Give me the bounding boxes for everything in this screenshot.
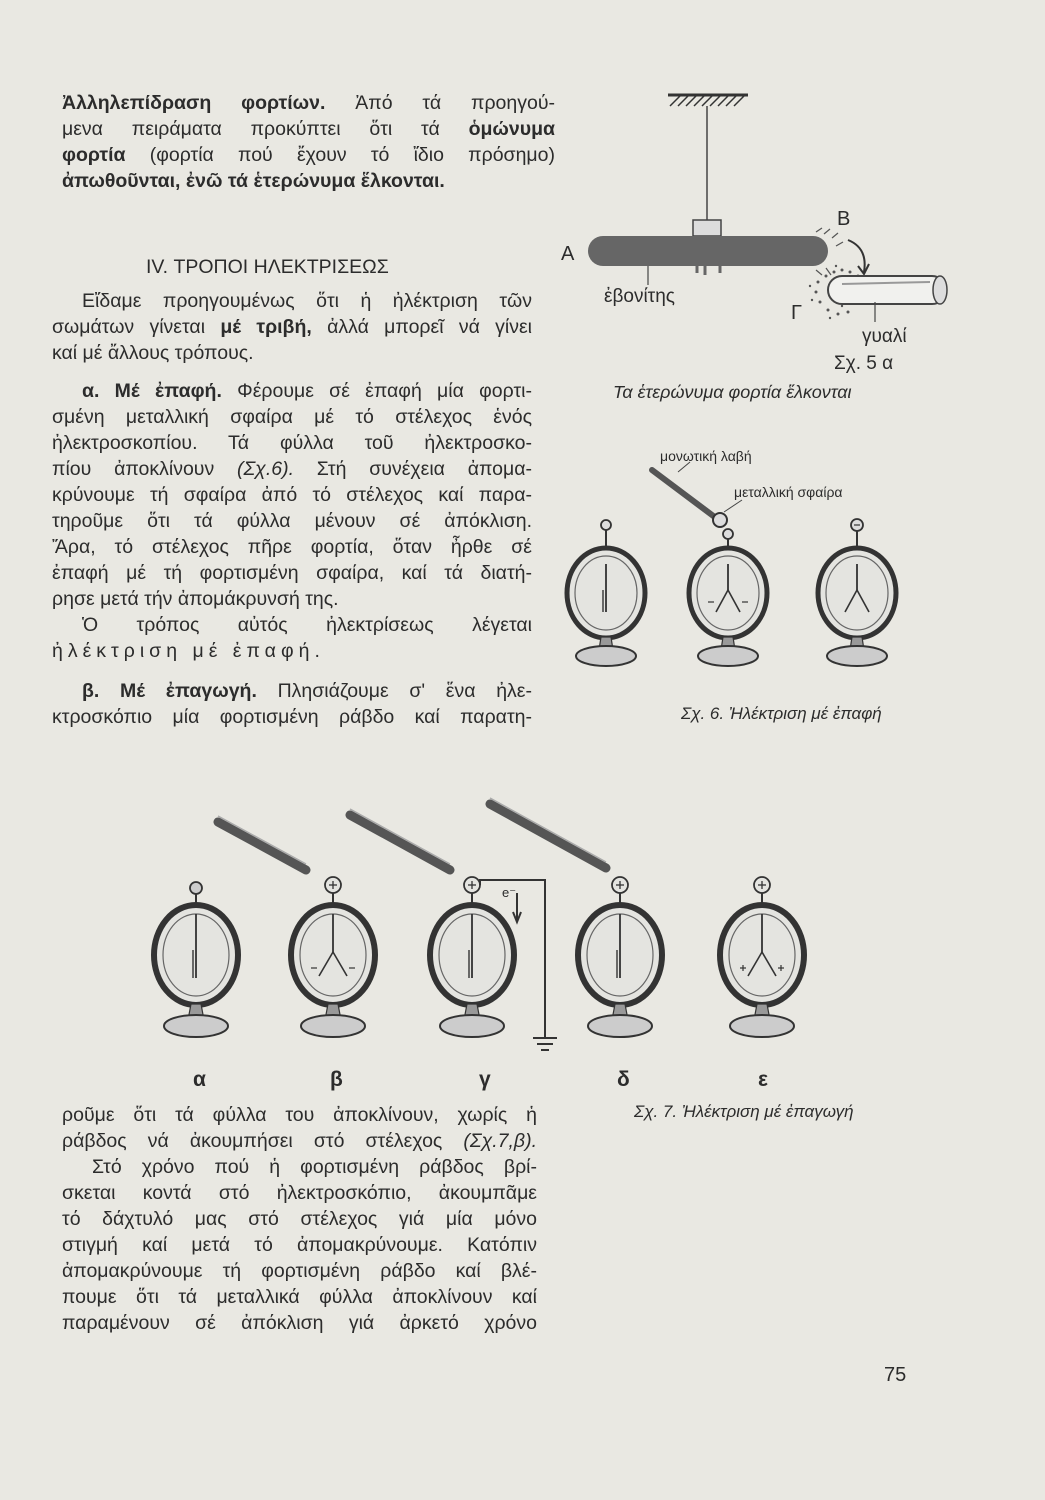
label-b: B [837, 208, 851, 230]
panel-label-beta: β [330, 1068, 343, 1091]
glass-label: γυαλί [862, 326, 907, 347]
electroscope [578, 877, 662, 1037]
figure-7-caption: Σχ. 7. Ἠλέκτριση μέ ἐπαγωγή [634, 1102, 854, 1121]
contact-charging-paragraph: α. Μέ ἐπαφή. Φέρουμε σέ ἐπαφή μία φορτι- σμένη μεταλλική σφαίρα μέ τό στέλεχος ἑνός ἠλεκτροσκοπίου. Τά φύλλα τοῦ ἠλεκτροσκο- πίου ἀποκλίνουν (Σχ.6). Στή συνέχεια ἀπομα- κρύνουμε τή σφαίρα ἀπό τό στέλεχος καί παρα- τηροῦμε ὅτι τά φύλλα μένουν σέ ἀπόκλιση. Ἄρα, τό στέλεχος πῆρε φορτία, ὅταν ἦρθε σέ ἐπαφή μέ τή φορτισμένη σφαίρα, καί τά διατή- ρησε μετά τήν ἀπομάκρυνσή της. Ὁ τρόπος αὐτός ἠλεκτρίσεως λέγεται ἠλέκτριση μέ ἐπαφή. [52, 380, 532, 662]
panel-label-delta: δ [617, 1068, 630, 1091]
electron-label: e⁻ [502, 885, 517, 900]
electroscope [720, 877, 804, 1037]
methods-intro-paragraph: Εἴδαμε προηγουμένως ὅτι ἡ ἠλέκτριση τῶν σωμάτων γίνεται μέ τριβή, ἀλλά μπορεῖ νά γίνει καί μέ ἄλλους τρόπους. [52, 290, 533, 364]
charge-interaction-paragraph: Ἀλληλεπίδραση φορτίων. Ἀπό τά προηγού- μενα πειράματα προκύπτει ὅτι τά ὁμώνυμα φορτία (φορτία πού ἔχουν τό ἴδιο πρόσημο) ἀπωθοῦνται, ἐνῶ τά ἑτερώνυμα ἕλκονται. [62, 92, 555, 192]
metal-sphere-label: μεταλλική σφαίρα [734, 484, 843, 500]
figure-5-number: Σχ. 5 α [834, 353, 894, 374]
panel-label-gamma: γ [479, 1068, 491, 1091]
spaced-term: ἠλέκτριση μέ ἐπαφή. [52, 640, 325, 662]
induction-paragraph-cont: ροῦμε ὅτι τά φύλλα του ἀποκλίνουν, χωρίς ἡ ράβδος νά ἀκουμπήσει στό στέλεχος (Σχ.7,β). Στό χρόνο πού ἡ φορτισμένη ράβδος βρί- σκεται κοντά στό ἠλεκτροσκόπιο, ἀκουμπᾶμε τό δάχτυλό μας στό στέλεχος γιά μία μόνο στιγμή καί μετά τό ἀπομακρύνουμε. Κατόπιν ἀπομακρύνουμε τή φορτισμένη ράβδο καί βλέ- πουμε ὅτι τά μεταλλικά φύλλα ἀποκλίνουν καί παραμένουν σέ ἀπόκλιση γιά ἀρκετό χρόνο [62, 1104, 537, 1334]
section-heading: Ἀλληλεπίδραση φορτίων. [62, 92, 326, 114]
page-number: 75 [884, 1364, 907, 1386]
insulating-handle-label: μονωτική λαβή [660, 448, 752, 464]
electroscope [154, 882, 238, 1037]
subsection-heading: α. Μέ ἐπαφή. [82, 380, 222, 402]
label-gamma: Γ [791, 302, 803, 324]
figure-5-caption: Τα ἑτερώνυμα φορτία ἕλκονται [613, 382, 852, 402]
panel-label-epsilon: ε [758, 1068, 768, 1091]
charged-rod [350, 815, 450, 870]
electroscope [430, 877, 517, 1037]
induction-paragraph-start: β. Μέ ἐπαγωγή. Πλησιάζουμε σ' ἕνα ἠλε- κτροσκόπιο μία φορτισμένη ράβδο καί παρατη- [52, 680, 532, 728]
ebonite-label: ἐβονίτης [604, 286, 675, 307]
figure-6-caption: Σχ. 6. Ἠλέκτριση μέ ἐπαφή [681, 704, 882, 723]
chapter-title: IV. ΤΡΟΠΟΙ ΗΛΕΚΤΡΙΣΕΩΣ [146, 256, 389, 278]
subsection-heading: β. Μέ ἐπαγωγή. [82, 680, 257, 702]
electroscope [291, 877, 375, 1037]
label-a: A [561, 243, 575, 265]
panel-label-alpha: α [193, 1068, 206, 1091]
charged-rod [218, 822, 306, 870]
charged-rod [490, 804, 606, 868]
